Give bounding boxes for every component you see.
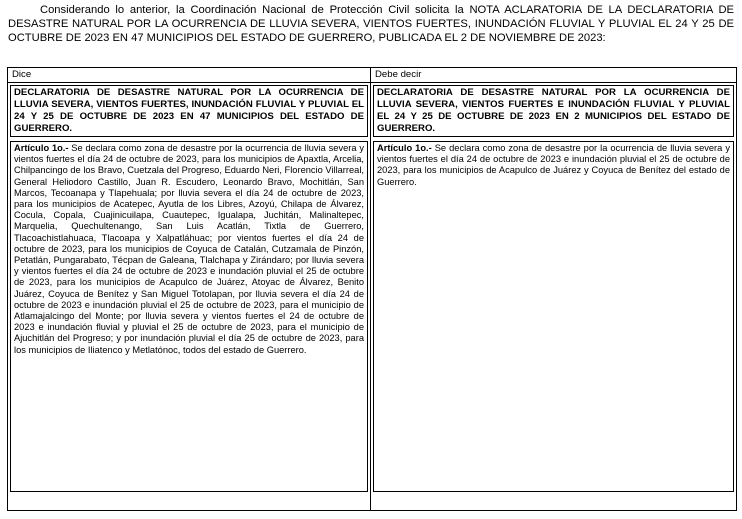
debe-decir-article-text: Se declara como zona de desastre por la ocurrencia de lluvia severa y vientos fuertes el día 24 de octubre de 2023 e inundación pluvial el 25 de octubre de 2023, para los municipios de Acapulco de Juárez y Coyuca de Benítez del estado de Guerrero. (377, 143, 730, 187)
dice-article (10, 141, 368, 492)
column-header-debe-decir: Debe decir (371, 68, 737, 83)
column-header-dice: Dice (8, 68, 371, 83)
table-header-row (8, 68, 737, 83)
debe-decir-article-label: Artículo 1o.- (377, 143, 432, 153)
column-debe-decir (371, 83, 737, 511)
debe-decir-title: DECLARATORIA DE DESASTRE NATURAL POR LA OCURRENCIA DE LLUVIA SEVERA, VIENTOS FUERTES E INUNDACIÓN FLUVIAL Y PLUVIAL EL 24 Y 25 DE OCTUBRE DE 2023 EN 2 MUNICIPIOS DEL ESTADO DE GUERRERO. (373, 85, 734, 137)
column-dice (8, 83, 371, 511)
intro-paragraph: Considerando lo anterior, la Coordinación Nacional de Protección Civil solicita la NOTA ACLARATORIA DE LA DECLARATORIA DE DESASTRE NATURAL POR LA OCURRENCIA DE LLUVIA SEVERA, VIENTOS FUERTES, INUNDACIÓN FLUVIAL Y PLUVIAL EL 24 Y 25 DE OCTUBRE DE 2023 EN 47 MUNICIPIOS DEL ESTADO DE GUERRERO, PUBLICADA EL 2 DE NOVIEMBRE DE 2023: (8, 4, 734, 44)
dice-title: DECLARATORIA DE DESASTRE NATURAL POR LA OCURRENCIA DE LLUVIA SEVERA, VIENTOS FUERTES, INUNDACIÓN FLUVIAL Y PLUVIAL EL 24 Y 25 DE OCTUBRE DE 2023 EN 47 MUNICIPIOS DEL ESTADO DE GUERRERO. (10, 85, 368, 137)
dice-article-text: Se declara como zona de desastre por la ocurrencia de lluvia severa y vientos fuertes el día 24 de octubre de 2023, para los municipios de Apaxtla, Arcelia, Chilpancingo de los Bravo, Cuetzala del Progreso, Eduardo Neri, Florencio Villarreal, General Heliodoro Castillo, Juan R. Escudero, Leonardo Bravo, Mochitlán, San Marcos, Tecoanapa y Tlapehuala; por lluvia severa el día 24 de octubre de 2023, para los municipios de Acatepec, Ayutla de los Libres, Azoyú, Chilapa de Álvarez, Cocula, Copala, Cuajinicuilapa, Cuautepec, Igualapa, Juchitán, Malinaltepec, Marquelia, Quechultenango, San Luis Acatlán, Tixtla de Guerrero, Tlacoachistlahuaca, Tlacoapa y Xalpatláhuac; por vientos fuertes el día 24 de octubre de 2023, para los municipios de Coyuca de Catalán, Cutzamala de Pinzón, Petatlán, Pungarabato, Técpan de Galeana, Tlalchapa y Zirándaro; por lluvia severa y vientos fuertes el día 24 de octubre de 2023 e inundación pluvial el 25 de octubre de 2023, para los municipios de Acapulco de Juárez, Atoyac de Álvarez, Benito Juárez, Coyuca de Benítez y San Miguel Totolapan, por lluvia severa el día 24 de octubre de 2023 e inundación pluvial el 25 de octubre de 2023, para el municipio de Atlamajalcingo del Monte; por lluvia severa y vientos fuertes el 24 de octubre de 2023 e inundación fluvial y pluvial el 25 de octubre de 2023, para el municipio de Ajuchitlán del Progreso; y por inundación pluvial el día 25 de octubre de 2023, para los municipios de Iliatenco y Metlatónoc, todos del estado de Guerrero. (14, 143, 364, 355)
dice-article-label: Artículo 1o.- (14, 143, 69, 153)
debe-decir-article (373, 141, 734, 492)
erratum-table (7, 67, 737, 511)
table-body-row (8, 83, 737, 511)
